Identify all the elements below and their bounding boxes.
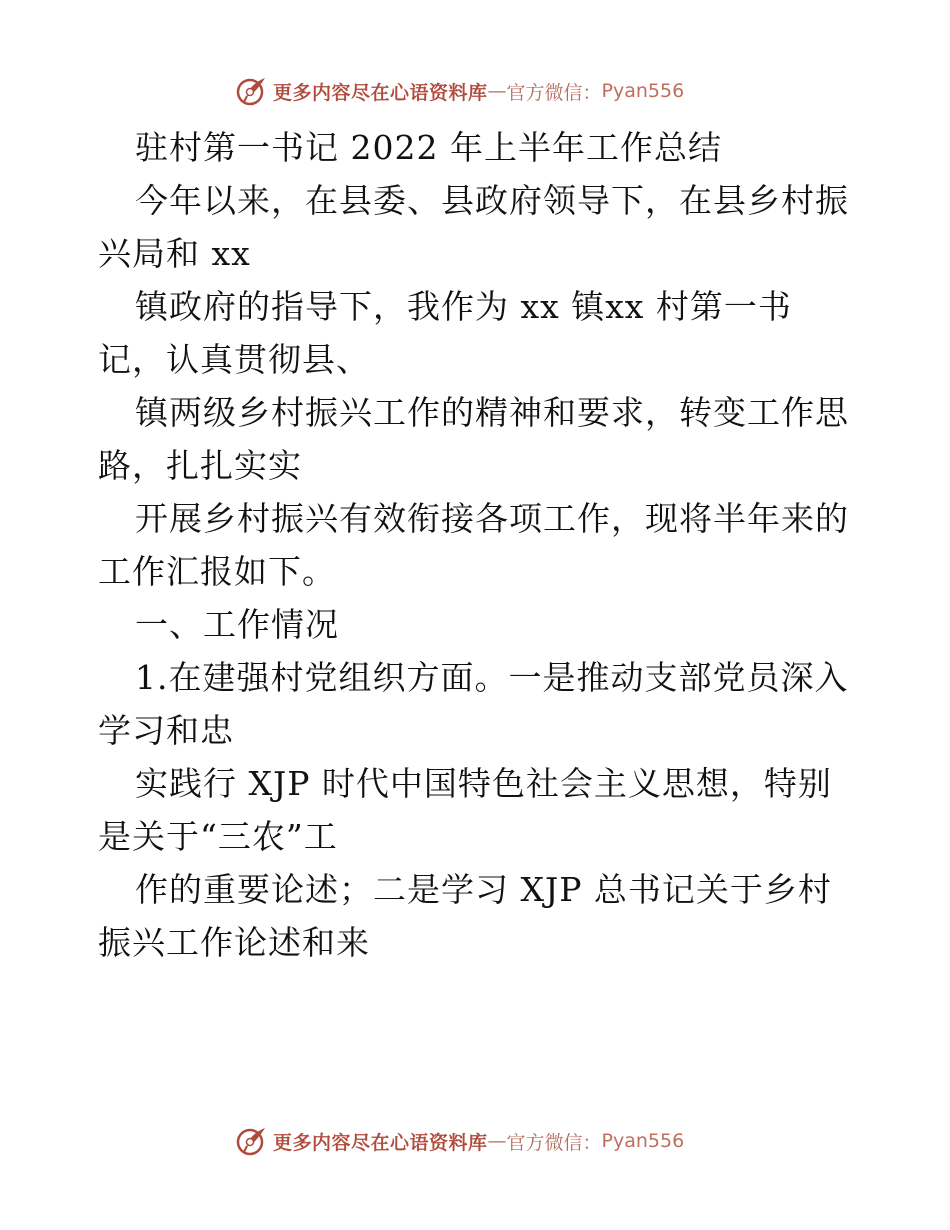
paragraph-line: 是关于“三农”工 [98,817,338,856]
paragraph-line: 路，扎扎实实 [98,446,302,485]
watermark-brand: 更多内容尽在心语资料库 [273,81,488,104]
paragraph-line: 作的重要论述；二是学习 XJP 总书记关于乡村 [135,870,832,909]
watermark-wechat-label: 官方微信： [506,81,602,104]
watermark-footer [235,1124,684,1158]
paragraph-line: 镇两级乡村振兴工作的精神和要求，转变工作思 [135,393,849,432]
paragraph-line: 振兴工作论述和来 [98,923,370,962]
paragraph-line: 镇政府的指导下，我作为 xx 镇xx 村第一书 [135,287,792,326]
watermark-wechat-id: Pyan556 [601,80,685,102]
paragraph-line: 学习和忠 [98,711,234,750]
quill-logo-icon [235,74,269,108]
document-title: 驻村第一书记 2022 年上半年工作总结 [135,128,722,167]
watermark-wechat-label: 官方微信： [506,1131,602,1154]
watermark-header [235,74,684,108]
paragraph-line: 1.在建强村党组织方面。一是推动支部党员深入 [135,658,849,697]
watermark-dash: — [487,80,507,102]
watermark-brand: 更多内容尽在心语资料库 [273,1131,488,1154]
section-heading: 一、工作情况 [135,605,339,644]
paragraph-line: 开展乡村振兴有效衔接各项工作，现将半年来的 [135,499,849,538]
paragraph-line: 实践行 XJP 时代中国特色社会主义思想，特别 [135,764,832,803]
watermark-dash: — [487,1130,507,1152]
document-body [98,121,858,969]
paragraph-line: 工作汇报如下。 [98,552,336,591]
watermark-wechat-id: Pyan556 [601,1130,685,1152]
paragraph-line: 兴局和 xx [98,234,251,273]
quill-logo-icon [235,1124,269,1158]
paragraph-line: 今年以来，在县委、县政府领导下，在县乡村振 [135,181,849,220]
paragraph-line: 记，认真贯彻县、 [98,340,370,379]
